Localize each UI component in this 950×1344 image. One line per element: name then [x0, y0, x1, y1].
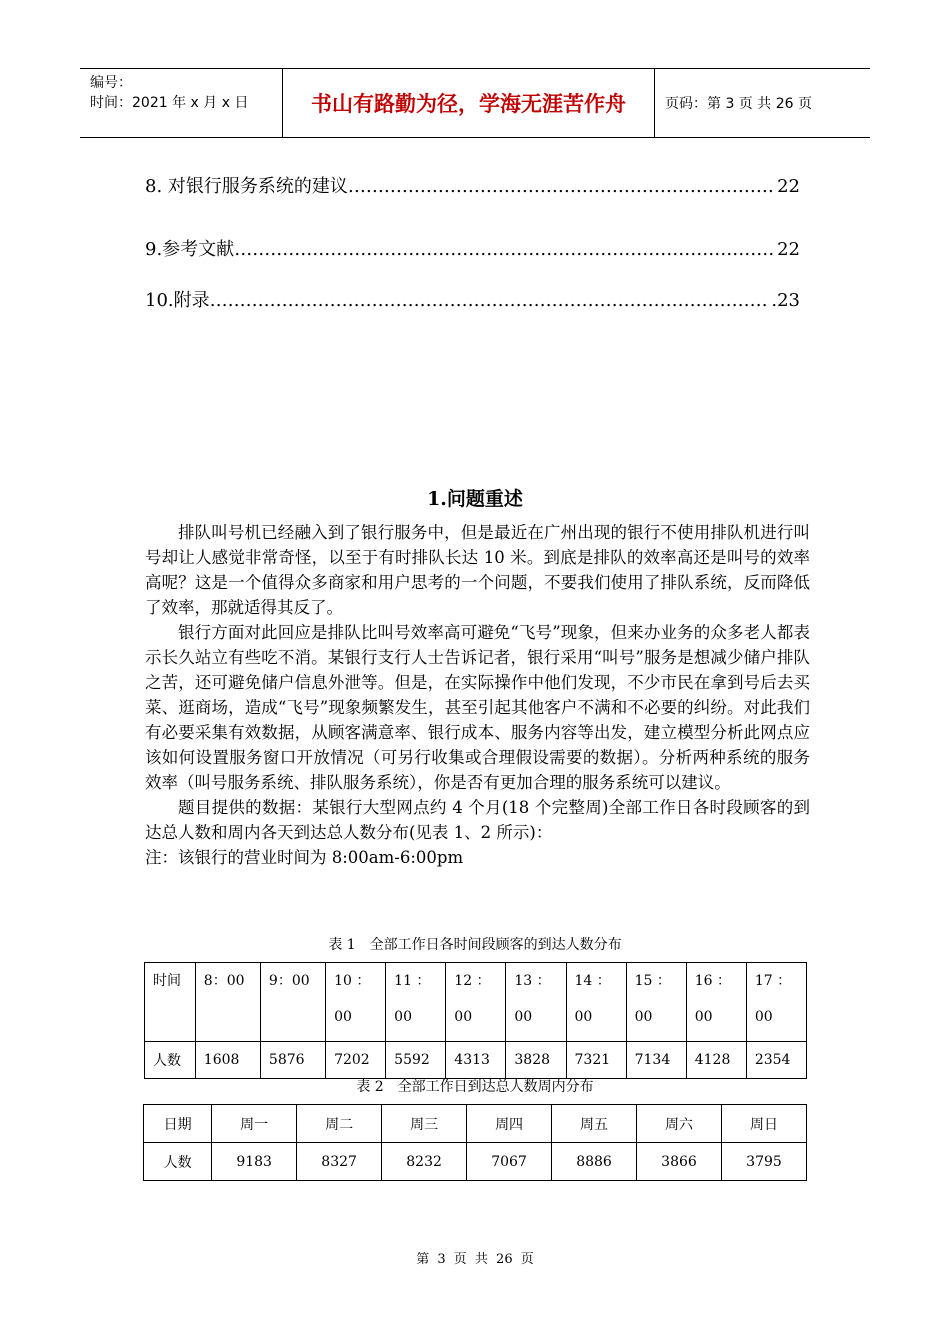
day-cell: 周六 — [637, 1105, 722, 1143]
day-cell: 周四 — [467, 1105, 552, 1143]
page-header — [80, 68, 870, 138]
toc-entry-label: 10.附录 — [145, 290, 210, 311]
time-cell: 13 ： 00 — [506, 963, 566, 1042]
value-cell: 7202 — [326, 1042, 386, 1079]
day-cell: 周二 — [297, 1105, 382, 1143]
section-title: 1.问题重述 — [427, 488, 523, 510]
toc-entry-page: 22 — [777, 176, 800, 197]
arrival-by-time-table — [144, 962, 807, 1079]
toc-entry[interactable] — [145, 286, 800, 312]
value-cell: 4313 — [446, 1042, 506, 1079]
table-row — [144, 1105, 807, 1143]
header-page-info: 页码：第 3 页 共 26 页 — [665, 96, 812, 112]
time-cell: 11 ： 00 — [386, 963, 446, 1042]
table-header-cell: 时间 — [145, 963, 196, 1042]
toc-entry-page: 22 — [777, 239, 800, 260]
time-cell: 9：00 — [260, 963, 325, 1042]
table2-caption: 表 2 全部工作日到达总人数周内分布 — [356, 1079, 594, 1095]
toc-entry-label: 8. 对银行服务系统的建议 — [145, 176, 348, 197]
time-cell: 8：00 — [195, 963, 260, 1042]
day-cell: 周五 — [552, 1105, 637, 1143]
value-cell: 2354 — [746, 1042, 806, 1079]
row-label-cell: 人数 — [144, 1143, 212, 1181]
time-cell: 15 ： 00 — [626, 963, 686, 1042]
toc-entry-label: 9.参考文献 — [145, 239, 235, 260]
time-cell: 14 ： 00 — [566, 963, 626, 1042]
paragraph: 题目提供的数据：某银行大型网点约 4 个月(18 个完整周)全部工作日各时段顾客的到达总人数和周内各天到达总人数分布(见表 1、2 所示)： — [145, 798, 810, 842]
table1-caption: 表 1 全部工作日各时间段顾客的到达人数分布 — [328, 937, 622, 953]
row-label-cell: 人数 — [145, 1042, 196, 1079]
toc-leader-dots — [210, 290, 770, 311]
header-meta — [80, 69, 283, 137]
time-cell: 16 ： 00 — [686, 963, 746, 1042]
day-cell: 周日 — [721, 1105, 806, 1143]
toc-entry[interactable] — [145, 235, 800, 261]
time-label: 时间：2021 年 x 月 x 日 — [90, 95, 249, 111]
value-cell: 7321 — [566, 1042, 626, 1079]
value-cell: 8886 — [552, 1143, 637, 1181]
table-header-cell: 日期 — [144, 1105, 212, 1143]
page-footer: 第 3 页 共 26 页 — [416, 1252, 534, 1267]
toc-leader-dots — [234, 239, 775, 260]
value-cell: 4128 — [686, 1042, 746, 1079]
table-row — [145, 963, 807, 1042]
value-cell: 3795 — [721, 1143, 806, 1181]
table-row — [145, 1042, 807, 1079]
value-cell: 7134 — [626, 1042, 686, 1079]
time-cell: 10 ： 00 — [326, 963, 386, 1042]
paragraph: 银行方面对此回应是排队比叫号效率高可避免“飞号”现象，但来办业务的众多老人都表示长久站立有些吃不消。某银行支行人士告诉记者，银行采用“叫号”服务是想减少储户排队之苦，还可避免储户信息外泄等。但是，在实际操作中他们发现，不少市民在拿到号后去买菜、逛商场，造成“飞号”现象频繁发生，甚至引起其他客户不满和不必要的纠纷。对此我们有必要采集有效数据，从顾客满意率、银行成本、服务内容等出发，建立模型分析此网点应该如何设置服务窗口开放情况（可另行收集或合理假设需要的数据）。分析两种系统的服务效率（叫号服务系统、排队服务系统），你是否有更加合理的服务系统可以建议。 — [145, 623, 810, 792]
value-cell: 8232 — [382, 1143, 467, 1181]
value-cell: 5876 — [260, 1042, 325, 1079]
time-cell: 12 ： 00 — [446, 963, 506, 1042]
toc-leader-dots — [348, 176, 775, 197]
value-cell: 5592 — [386, 1042, 446, 1079]
value-cell: 9183 — [212, 1143, 297, 1181]
header-motto: 书山有路勤为径，学海无涯苦作舟 — [283, 69, 655, 137]
day-cell: 周三 — [382, 1105, 467, 1143]
value-cell: 3828 — [506, 1042, 566, 1079]
body-text — [145, 520, 810, 870]
arrival-by-weekday-table — [143, 1104, 807, 1181]
table-row — [144, 1143, 807, 1181]
time-cell: 17 ： 00 — [746, 963, 806, 1042]
value-cell: 8327 — [297, 1143, 382, 1181]
value-cell: 3866 — [637, 1143, 722, 1181]
toc-entry[interactable] — [145, 172, 800, 198]
note-paragraph: 注：该银行的营业时间为 8:00am-6:00pm — [145, 848, 464, 867]
toc-entry-page: .23 — [771, 290, 800, 311]
value-cell: 7067 — [467, 1143, 552, 1181]
day-cell: 周一 — [212, 1105, 297, 1143]
serial-label: 编号： — [90, 75, 132, 91]
paragraph: 排队叫号机已经融入到了银行服务中，但是最近在广州出现的银行不使用排队机进行叫号却让人感觉非常奇怪，以至于有时排队长达 10 米。到底是排队的效率高还是叫号的效率高呢？这是一个值得众多商家和用户思考的一个问题，不要我们使用了排队系统，反而降低了效率，那就适得其反了。 — [145, 523, 810, 617]
value-cell: 1608 — [195, 1042, 260, 1079]
